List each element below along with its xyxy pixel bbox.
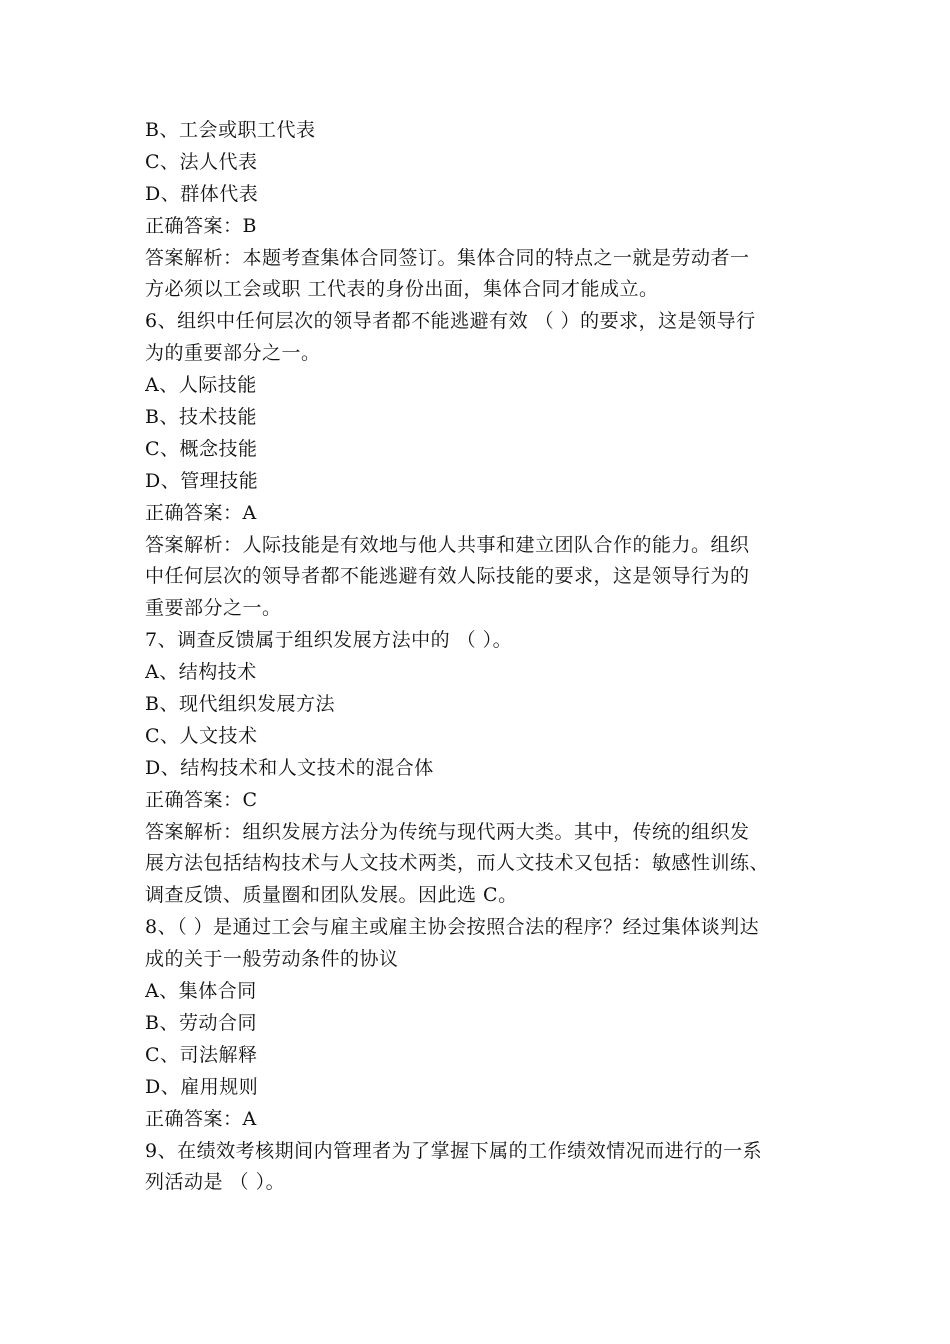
answer-line: 正确答案：A [145, 1107, 257, 1130]
option-line: C、司法解释 [145, 1043, 258, 1066]
answer-line: 正确答案：C [145, 788, 258, 811]
question-line: 8、（ ）是通过工会与雇主或雇主协会按照合法的程序？经过集体谈判达 [145, 916, 760, 939]
explanation-line: 调查反馈、质量圈和团队发展。因此选 C。 [145, 884, 518, 907]
question-line: 成的关于一般劳动条件的协议 [145, 948, 399, 971]
question-line: 6、组织中任何层次的领导者都不能逃避有效 （ ）的要求，这是领导行 [145, 310, 756, 333]
answer-line: 正确答案：A [145, 501, 257, 524]
option-line: D、群体代表 [145, 182, 259, 205]
question-line: 为的重要部分之一。 [145, 342, 321, 365]
option-line: A、集体合同 [145, 980, 257, 1003]
explanation-line: 答案解析：组织发展方法分为传统与现代两大类。其中，传统的组织发 [145, 820, 750, 843]
question-line: 9、在绩效考核期间内管理者为了掌握下属的工作绩效情况而进行的一系 [145, 1139, 763, 1162]
option-line: D、雇用规则 [145, 1075, 259, 1098]
option-line: D、管理技能 [145, 469, 259, 492]
explanation-line: 答案解析：本题考查集体合同签订。集体合同的特点之一就是劳动者一 [145, 246, 750, 269]
explanation-line: 方必须以工会或职 工代表的身份出面，集体合同才能成立。 [145, 278, 659, 301]
option-line: C、法人代表 [145, 150, 258, 173]
explanation-line: 中任何层次的领导者都不能逃避有效人际技能的要求，这是领导行为的 [145, 565, 750, 588]
option-line: B、现代组织发展方法 [145, 693, 335, 716]
option-line: B、工会或职工代表 [145, 119, 316, 141]
explanation-line: 答案解析：人际技能是有效地与他人共事和建立团队合作的能力。组织 [145, 533, 750, 556]
option-line: B、劳动合同 [145, 1011, 257, 1034]
question-line: 7、调查反馈属于组织发展方法中的 （ ）。 [145, 629, 513, 652]
option-line: C、概念技能 [145, 437, 258, 460]
option-line: A、人际技能 [145, 374, 257, 397]
option-line: A、结构技术 [145, 661, 257, 684]
option-line: D、结构技术和人文技术的混合体 [145, 756, 434, 779]
question-line: 列活动是 （ ）。 [145, 1171, 286, 1194]
document-body [145, 115, 825, 1199]
explanation-line: 展方法包括结构技术与人文技术两类，而人文技术又包括：敏感性训练、 [145, 852, 770, 875]
option-line: C、人文技术 [145, 724, 258, 747]
explanation-line: 重要部分之一。 [145, 597, 282, 620]
answer-line: 正确答案：B [145, 214, 257, 237]
option-line: B、技术技能 [145, 406, 257, 429]
